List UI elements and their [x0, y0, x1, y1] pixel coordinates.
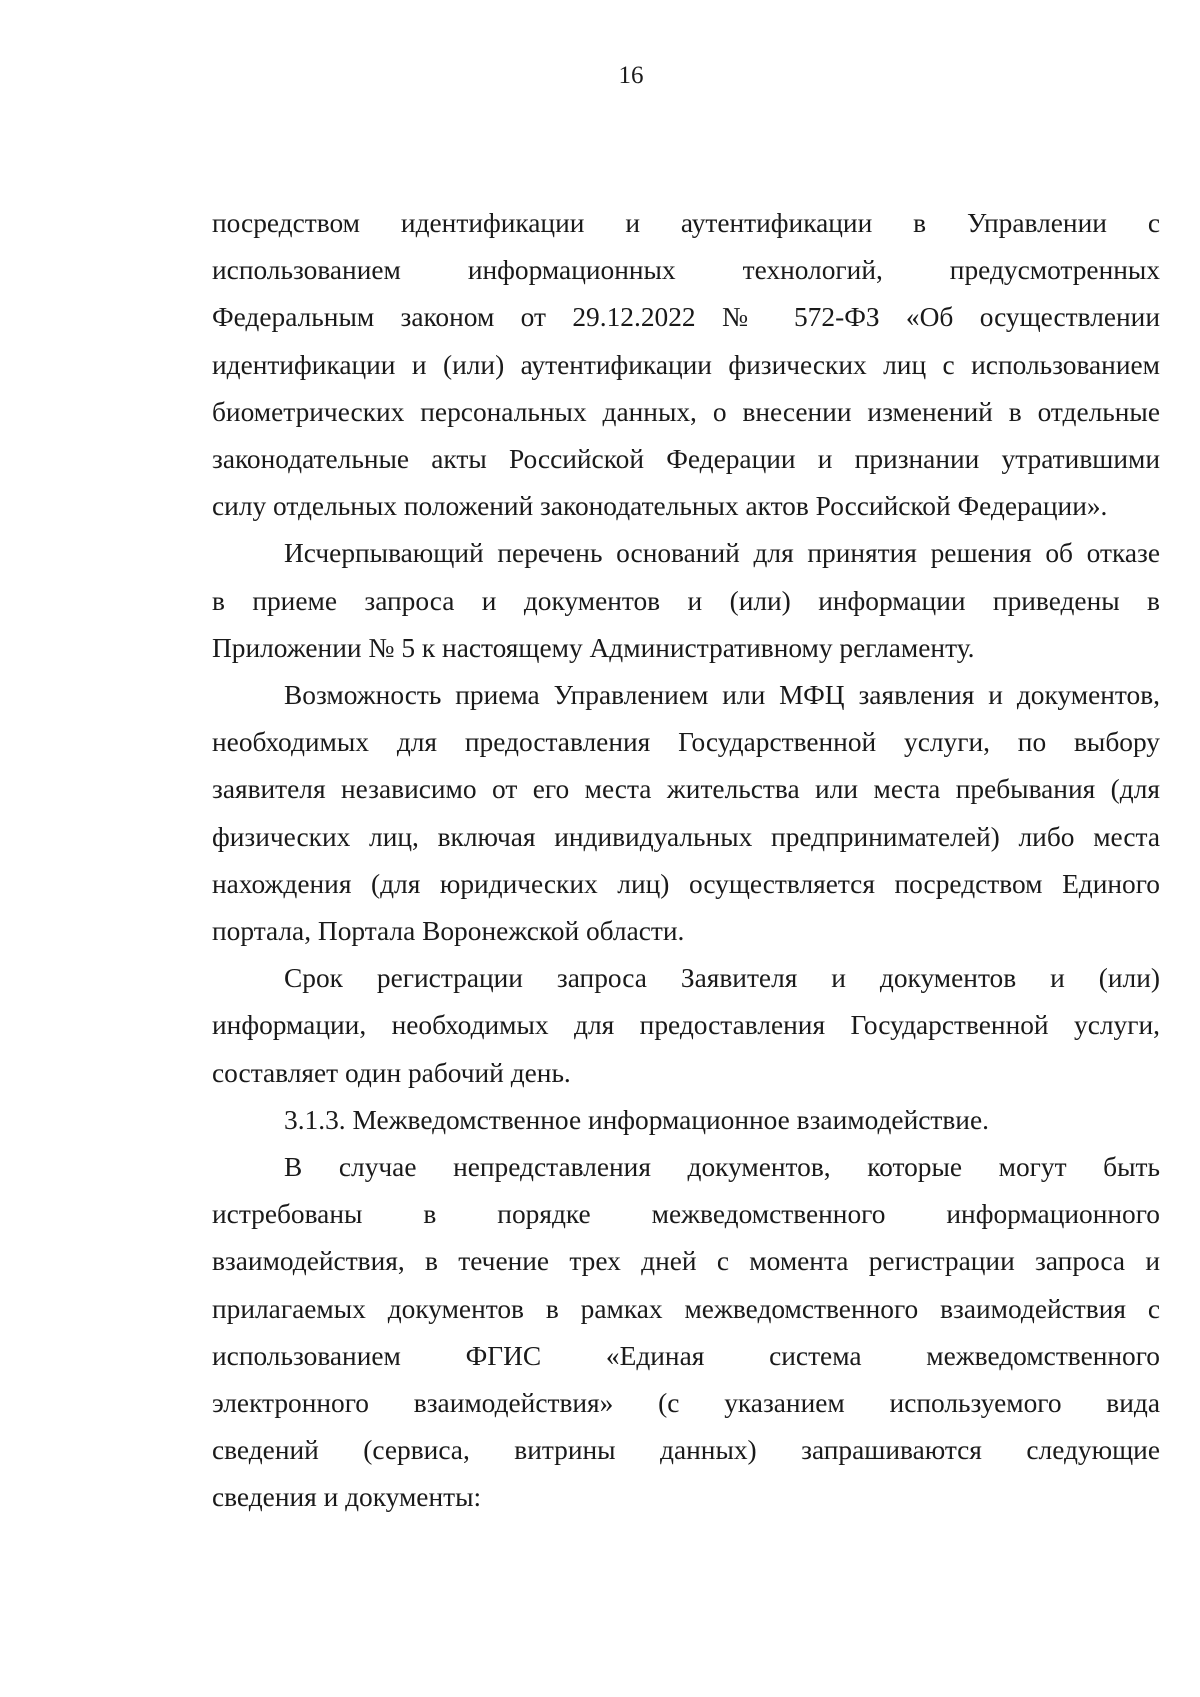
text-line: идентификации и (или) аутентификации физических лиц с использованием	[212, 349, 1160, 380]
text-line: В случае непредставления документов, которые могут быть	[284, 1152, 1160, 1183]
text-line: истребованы в порядке межведомственного информационного	[212, 1199, 1160, 1230]
paragraph-interagency-requests	[212, 1144, 1160, 1522]
text-line: взаимодействия, в течение трех дней с момента регистрации запроса и	[212, 1246, 1160, 1277]
paragraph-registration-term	[212, 955, 1160, 1097]
text-line: необходимых для предоставления Государственной услуги, по выбору	[212, 727, 1160, 758]
text-line: информации, необходимых для предоставления Государственной услуги,	[212, 1010, 1160, 1041]
text-line: посредством идентификации и аутентификации в Управлении с	[212, 208, 1160, 238]
text-line: законодательные акты Российской Федерации и признании утратившими	[212, 444, 1160, 475]
text-line: нахождения (для юридических лиц) осуществляется посредством Единого	[212, 868, 1160, 899]
text-line: в приеме запроса и документов и (или) информации приведены в	[212, 585, 1160, 616]
text-line: сведений (сервиса, витрины данных) запрашиваются следующие	[212, 1435, 1160, 1466]
text-line: биометрических персональных данных, о внесении изменений в отдельные	[212, 396, 1160, 427]
text-line: сведения и документы:	[212, 1482, 482, 1513]
text-line: Приложении № 5 к настоящему Административному регламенту.	[212, 632, 975, 663]
paragraph-refusal-grounds	[212, 530, 1160, 672]
paragraph-application-acceptance	[212, 672, 1160, 955]
text-line: использованием информационных технологий, предусмотренных	[212, 255, 1160, 286]
text-line: использованием ФГИС «Единая система межведомственного	[212, 1340, 1160, 1371]
text-line: Исчерпывающий перечень оснований для принятия решения об отказе	[284, 538, 1160, 569]
section-heading-3-1-3	[212, 1097, 1160, 1144]
text-line: электронного взаимодействия» (с указанием используемого вида	[212, 1388, 1160, 1419]
paragraph-identification	[212, 200, 1160, 530]
text-line: силу отдельных положений законодательных актов Российской Федерации».	[212, 491, 1108, 522]
text-line: 3.1.3. Межведомственное информационное взаимодействие.	[284, 1104, 989, 1135]
text-line: Федеральным законом от 29.12.2022 № 572-ФЗ «Об осуществлении	[212, 302, 1160, 333]
text-line: составляет один рабочий день.	[212, 1057, 571, 1088]
page-number: 16	[618, 62, 644, 89]
document-body	[212, 200, 1160, 1522]
text-line: портала, Портала Воронежской области.	[212, 916, 685, 947]
text-line: прилагаемых документов в рамках межведомственного взаимодействия с	[212, 1293, 1160, 1324]
text-line: физических лиц, включая индивидуальных предпринимателей) либо места	[212, 821, 1160, 852]
text-line: Срок регистрации запроса Заявителя и документов и (или)	[284, 963, 1160, 994]
text-line: заявителя независимо от его места жительства или места пребывания (для	[212, 774, 1160, 805]
text-line: Возможность приема Управлением или МФЦ заявления и документов,	[284, 680, 1160, 711]
